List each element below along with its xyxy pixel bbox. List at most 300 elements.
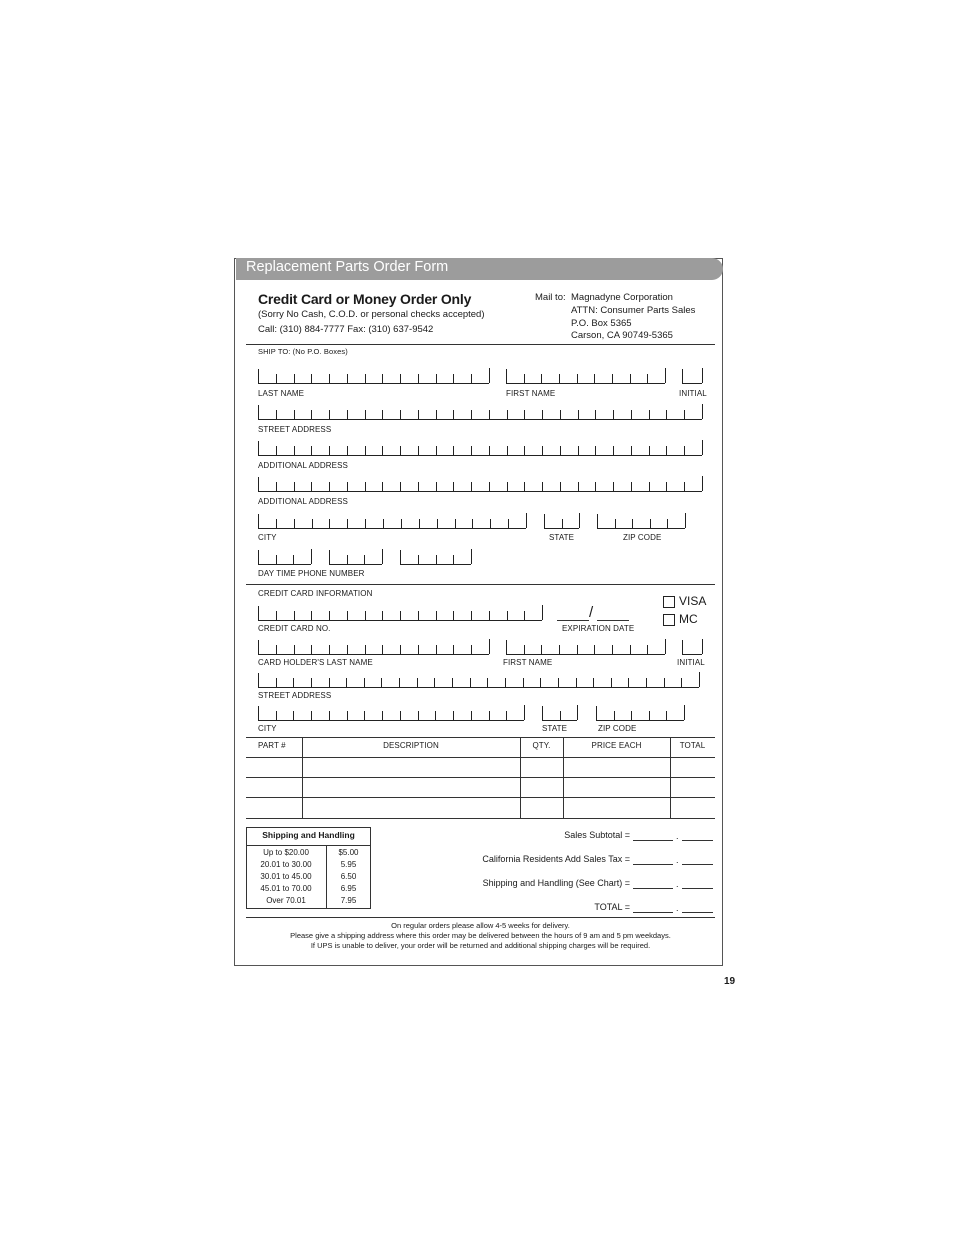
comb-tick — [294, 410, 295, 419]
comb-tick — [382, 410, 383, 419]
shipping-cost-3: 6.50 — [340, 872, 357, 881]
comb-tick — [524, 645, 525, 654]
comb-tick — [276, 446, 277, 455]
sales-tax-label: California Residents Add Sales Tax = — [482, 854, 630, 864]
comb-tick — [276, 410, 277, 419]
comb-tick — [453, 611, 454, 620]
mail-line-3: P.O. Box 5365 — [571, 318, 632, 329]
comb-tick — [664, 678, 665, 687]
comb-tick — [294, 446, 295, 455]
comb-tick — [524, 482, 525, 491]
comb-tick — [628, 678, 629, 687]
comb-tick — [647, 374, 648, 383]
ship-city-field[interactable] — [258, 514, 526, 529]
comb-tick — [558, 678, 559, 687]
comb-tick — [594, 645, 595, 654]
comb-tick — [311, 446, 312, 455]
comb-tick — [631, 446, 632, 455]
comb-tick — [401, 519, 402, 528]
comb-tick — [436, 482, 437, 491]
comb-tick — [579, 513, 580, 528]
comb-tick — [453, 482, 454, 491]
billing-street-field[interactable] — [258, 673, 699, 688]
comb-tick — [560, 410, 561, 419]
mc-checkbox[interactable] — [663, 614, 675, 626]
comb-tick — [542, 410, 543, 419]
comb-tick — [631, 482, 632, 491]
comb-tick — [524, 611, 525, 620]
shipping-cost-1: $5.00 — [338, 848, 359, 857]
contact-line: Call: (310) 884-7777 Fax: (310) 637-9542 — [258, 324, 434, 335]
comb-tick — [381, 678, 382, 687]
comb-tick — [595, 410, 596, 419]
comb-tick — [489, 639, 490, 654]
comb-tick — [311, 711, 312, 720]
comb-tick — [684, 446, 685, 455]
comb-tick — [453, 645, 454, 654]
comb-tick — [436, 410, 437, 419]
ship-state-field[interactable] — [544, 514, 579, 529]
comb-tick — [276, 482, 277, 491]
comb-tick — [702, 440, 703, 455]
order-table-header-rule — [246, 757, 715, 758]
credit-card-number-field[interactable] — [258, 606, 542, 621]
comb-tick — [382, 446, 383, 455]
comb-tick — [400, 482, 401, 491]
comb-tick — [666, 711, 667, 720]
comb-tick — [347, 611, 348, 620]
total-decimal: . — [676, 903, 679, 913]
billing-zip-field[interactable] — [596, 706, 684, 721]
comb-tick — [649, 410, 650, 419]
comb-tick — [311, 678, 312, 687]
comb-tick — [329, 678, 330, 687]
comb-tick — [293, 555, 294, 564]
comb-tick — [506, 711, 507, 720]
comb-tick — [293, 711, 294, 720]
comb-tick — [507, 446, 508, 455]
comb-tick — [631, 711, 632, 720]
card-holder-first-name-field[interactable] — [506, 640, 665, 655]
comb-tick — [542, 605, 543, 620]
comb-tick — [437, 519, 438, 528]
comb-tick — [276, 555, 277, 564]
shipping-title-rule — [246, 845, 371, 846]
comb-tick — [365, 446, 366, 455]
comb-tick — [508, 519, 509, 528]
col-description: DESCRIPTION — [383, 741, 439, 750]
comb-tick — [294, 645, 295, 654]
comb-tick — [630, 374, 631, 383]
order-row-1-rule[interactable] — [246, 777, 715, 778]
ship-city-label: CITY — [258, 533, 277, 542]
order-row-3-rule[interactable] — [246, 818, 715, 819]
comb-tick — [593, 678, 594, 687]
comb-tick — [524, 374, 525, 383]
sales-tax-decimal: . — [676, 855, 679, 865]
comb-tick — [614, 711, 615, 720]
shipping-range-2: 20.01 to 30.00 — [260, 860, 312, 869]
comb-tick — [541, 645, 542, 654]
card-holder-last-name-label: CARD HOLDER'S LAST NAME — [258, 658, 373, 667]
comb-tick — [400, 410, 401, 419]
shipping-cents-field[interactable] — [682, 888, 713, 889]
mail-to-label: Mail to: — [535, 292, 566, 303]
comb-tick — [489, 368, 490, 383]
comb-tick — [329, 645, 330, 654]
comb-tick — [434, 678, 435, 687]
ship-additional-1-label: ADDITIONAL ADDRESS — [258, 461, 348, 470]
comb-tick — [560, 711, 561, 720]
subtotal-dollars-field[interactable] — [633, 840, 673, 841]
comb-tick — [294, 611, 295, 620]
comb-tick — [329, 711, 330, 720]
comb-tick — [505, 678, 506, 687]
ship-additional-1-field[interactable] — [258, 441, 702, 456]
comb-tick — [489, 711, 490, 720]
comb-tick — [276, 645, 277, 654]
comb-tick — [559, 645, 560, 654]
comb-tick — [365, 519, 366, 528]
page-number: 19 — [724, 976, 736, 987]
comb-tick — [666, 410, 667, 419]
comb-tick — [347, 446, 348, 455]
card-holder-last-name-field[interactable] — [258, 640, 489, 655]
comb-tick — [647, 645, 648, 654]
ship-zip-field[interactable] — [597, 514, 685, 529]
comb-tick — [489, 446, 490, 455]
shipping-range-1: Up to $20.00 — [263, 848, 309, 857]
comb-tick — [578, 482, 579, 491]
comb-tick — [541, 374, 542, 383]
comb-tick — [418, 645, 419, 654]
comb-tick — [630, 645, 631, 654]
comb-tick — [507, 482, 508, 491]
comb-tick — [382, 374, 383, 383]
comb-tick — [489, 611, 490, 620]
credit-card-heading: CREDIT CARD INFORMATION — [258, 589, 373, 598]
comb-tick — [649, 446, 650, 455]
ship-to-heading: SHIP TO: (No P.O. Boxes) — [258, 347, 348, 356]
comb-tick — [562, 519, 563, 528]
comb-tick — [365, 645, 366, 654]
ship-additional-2-label: ADDITIONAL ADDRESS — [258, 497, 348, 506]
shipping-cost-4: 6.95 — [340, 884, 357, 893]
comb-tick — [577, 374, 578, 383]
comb-tick — [329, 446, 330, 455]
comb-tick — [507, 410, 508, 419]
comb-tick — [365, 374, 366, 383]
header-divider — [246, 344, 715, 345]
comb-tick — [507, 611, 508, 620]
comb-tick — [578, 446, 579, 455]
comb-tick — [400, 645, 401, 654]
comb-tick — [524, 410, 525, 419]
comb-tick — [470, 678, 471, 687]
comb-tick — [471, 611, 472, 620]
ship-zip-label: ZIP CODE — [623, 533, 662, 542]
comb-tick — [294, 482, 295, 491]
comb-tick — [276, 611, 277, 620]
comb-tick — [523, 678, 524, 687]
comb-tick — [436, 645, 437, 654]
comb-tick — [612, 374, 613, 383]
col-price-each: PRICE EACH — [591, 741, 642, 750]
comb-tick — [526, 513, 527, 528]
billing-state-field[interactable] — [542, 706, 577, 721]
comb-tick — [436, 446, 437, 455]
subtotal-decimal: . — [676, 831, 679, 841]
sales-tax-dollars-field[interactable] — [633, 864, 673, 865]
comb-tick — [276, 519, 277, 528]
comb-tick — [311, 482, 312, 491]
phone-line-field[interactable] — [400, 550, 471, 565]
comb-tick — [577, 705, 578, 720]
comb-tick — [489, 482, 490, 491]
comb-tick — [524, 446, 525, 455]
comb-tick — [311, 374, 312, 383]
comb-tick — [577, 645, 578, 654]
comb-tick — [435, 711, 436, 720]
comb-tick — [364, 678, 365, 687]
comb-tick — [666, 482, 667, 491]
comb-tick — [453, 446, 454, 455]
comb-tick — [667, 519, 668, 528]
shipping-decimal: . — [676, 879, 679, 889]
comb-tick — [453, 374, 454, 383]
shipping-range-4: 45.01 to 70.00 — [260, 884, 312, 893]
comb-tick — [347, 555, 348, 564]
comb-tick — [471, 482, 472, 491]
card-holder-first-name-label: FIRST NAME — [503, 658, 553, 667]
comb-tick — [294, 519, 295, 528]
comb-tick — [702, 476, 703, 491]
comb-tick — [665, 368, 666, 383]
comb-tick — [613, 410, 614, 419]
comb-tick — [347, 482, 348, 491]
ship-first-name-label: FIRST NAME — [506, 389, 556, 398]
comb-tick — [594, 374, 595, 383]
comb-tick — [418, 374, 419, 383]
comb-tick — [347, 645, 348, 654]
billing-city-field[interactable] — [258, 706, 524, 721]
footer-note-1: On regular orders please allow 4-5 weeks for delivery. — [391, 921, 570, 930]
col-part: PART # — [258, 741, 286, 750]
comb-tick — [615, 519, 616, 528]
comb-tick — [471, 374, 472, 383]
comb-tick — [419, 519, 420, 528]
ship-last-name-field[interactable] — [258, 369, 489, 384]
comb-tick — [436, 611, 437, 620]
comb-tick — [418, 482, 419, 491]
payment-heading: Credit Card or Money Order Only — [258, 291, 472, 307]
ship-last-name-label: LAST NAME — [258, 389, 305, 398]
comb-tick — [346, 678, 347, 687]
comb-tick — [347, 711, 348, 720]
total-dollars-field[interactable] — [633, 912, 673, 913]
comb-tick — [364, 555, 365, 564]
order-row-2-rule[interactable] — [246, 797, 715, 798]
comb-tick — [347, 410, 348, 419]
sales-tax-cents-field[interactable] — [682, 864, 713, 865]
comb-tick — [631, 410, 632, 419]
comb-tick — [472, 519, 473, 528]
comb-tick — [611, 678, 612, 687]
comb-tick — [276, 711, 277, 720]
card-holder-initial-field[interactable] — [682, 640, 702, 655]
comb-tick — [453, 555, 454, 564]
shipping-dollars-field[interactable] — [633, 888, 673, 889]
comb-tick — [382, 645, 383, 654]
comb-tick — [329, 611, 330, 620]
comb-tick — [632, 519, 633, 528]
ship-street-label: STREET ADDRESS — [258, 425, 332, 434]
comb-tick — [684, 705, 685, 720]
comb-tick — [311, 410, 312, 419]
comb-tick — [595, 446, 596, 455]
shipping-range-3: 30.01 to 45.00 — [260, 872, 312, 881]
comb-tick — [418, 410, 419, 419]
phone-prefix-field[interactable] — [329, 550, 382, 565]
comb-tick — [490, 519, 491, 528]
comb-tick — [382, 611, 383, 620]
comb-tick — [436, 555, 437, 564]
comb-tick — [613, 446, 614, 455]
comb-tick — [702, 404, 703, 419]
comb-tick — [400, 446, 401, 455]
comb-tick — [560, 482, 561, 491]
comb-tick — [650, 519, 651, 528]
comb-tick — [276, 678, 277, 687]
comb-tick — [471, 446, 472, 455]
form-title: Replacement Parts Order Form — [246, 259, 449, 275]
subtotal-cents-field[interactable] — [682, 840, 713, 841]
subtotal-label: Sales Subtotal = — [564, 830, 630, 840]
comb-tick — [417, 678, 418, 687]
comb-tick — [382, 711, 383, 720]
comb-tick — [418, 711, 419, 720]
comb-tick — [418, 555, 419, 564]
visa-label: VISA — [679, 594, 707, 608]
comb-tick — [576, 678, 577, 687]
comb-tick — [453, 711, 454, 720]
comb-tick — [666, 446, 667, 455]
comb-tick — [542, 446, 543, 455]
ship-first-name-field[interactable] — [506, 369, 665, 384]
phone-area-code-field[interactable] — [258, 550, 311, 565]
comb-tick — [276, 374, 277, 383]
comb-tick — [365, 482, 366, 491]
expiration-slash: / — [589, 604, 594, 621]
phone-label: DAY TIME PHONE NUMBER — [258, 569, 365, 578]
comb-tick — [329, 374, 330, 383]
expiration-year-field[interactable] — [597, 620, 629, 621]
footer-divider — [246, 917, 715, 918]
comb-tick — [702, 639, 703, 654]
comb-tick — [347, 519, 348, 528]
shipping-cost-5: 7.95 — [340, 896, 357, 905]
comb-tick — [364, 711, 365, 720]
comb-tick — [400, 611, 401, 620]
comb-tick — [684, 410, 685, 419]
comb-tick — [455, 519, 456, 528]
col-total: TOTAL — [679, 741, 706, 750]
comb-tick — [383, 519, 384, 528]
comb-tick — [578, 410, 579, 419]
comb-tick — [681, 678, 682, 687]
comb-tick — [665, 639, 666, 654]
comb-tick — [612, 645, 613, 654]
comb-tick — [613, 482, 614, 491]
comb-tick — [400, 374, 401, 383]
footer-note-3: If UPS is unable to deliver, your order will be returned and additional shipping charges will be required. — [310, 941, 651, 950]
shipping-cost-2: 5.95 — [340, 860, 357, 869]
comb-tick — [453, 410, 454, 419]
ship-initial-label: INITIAL — [679, 389, 707, 398]
payment-note: (Sorry No Cash, C.O.D. or personal checks accepted) — [258, 309, 485, 320]
comb-tick — [400, 711, 401, 720]
comb-tick — [649, 482, 650, 491]
expiration-label: EXPIRATION DATE — [562, 624, 635, 633]
comb-tick — [329, 519, 330, 528]
comb-tick — [436, 374, 437, 383]
billing-street-label: STREET ADDRESS — [258, 691, 332, 700]
shipping-handling-label: Shipping and Handling (See Chart) = — [482, 878, 630, 888]
comb-tick — [382, 549, 383, 564]
comb-tick — [329, 482, 330, 491]
comb-tick — [699, 672, 700, 687]
comb-tick — [365, 611, 366, 620]
mail-line-4: Carson, CA 90749-5365 — [571, 330, 673, 341]
total-cents-field[interactable] — [682, 912, 713, 913]
col-qty: QTY. — [532, 741, 551, 750]
comb-tick — [542, 482, 543, 491]
comb-tick — [649, 711, 650, 720]
mail-line-1: Magnadyne Corporation — [571, 292, 673, 303]
comb-tick — [560, 446, 561, 455]
comb-tick — [311, 549, 312, 564]
visa-checkbox[interactable] — [663, 596, 675, 608]
comb-tick — [646, 678, 647, 687]
comb-tick — [471, 549, 472, 564]
ship-street-field[interactable] — [258, 405, 702, 420]
comb-tick — [399, 678, 400, 687]
comb-tick — [365, 410, 366, 419]
comb-tick — [595, 482, 596, 491]
billing-city-label: CITY — [258, 724, 277, 733]
comb-tick — [329, 410, 330, 419]
comb-tick — [382, 482, 383, 491]
credit-card-number-label: CREDIT CARD NO. — [258, 624, 331, 633]
total-label: TOTAL = — [594, 902, 630, 912]
ship-initial-field[interactable] — [682, 369, 702, 384]
comb-tick — [311, 645, 312, 654]
comb-tick — [312, 519, 313, 528]
comb-tick — [702, 368, 703, 383]
comb-tick — [489, 410, 490, 419]
billing-zip-label: ZIP CODE — [598, 724, 637, 733]
comb-tick — [293, 678, 294, 687]
shipping-title: Shipping and Handling — [262, 830, 355, 840]
comb-tick — [294, 374, 295, 383]
order-table-top — [246, 737, 715, 738]
billing-state-label: STATE — [542, 724, 568, 733]
comb-tick — [471, 645, 472, 654]
expiration-month-field[interactable] — [557, 620, 589, 621]
ship-to-divider — [246, 584, 715, 585]
ship-additional-2-field[interactable] — [258, 477, 702, 492]
comb-tick — [685, 513, 686, 528]
